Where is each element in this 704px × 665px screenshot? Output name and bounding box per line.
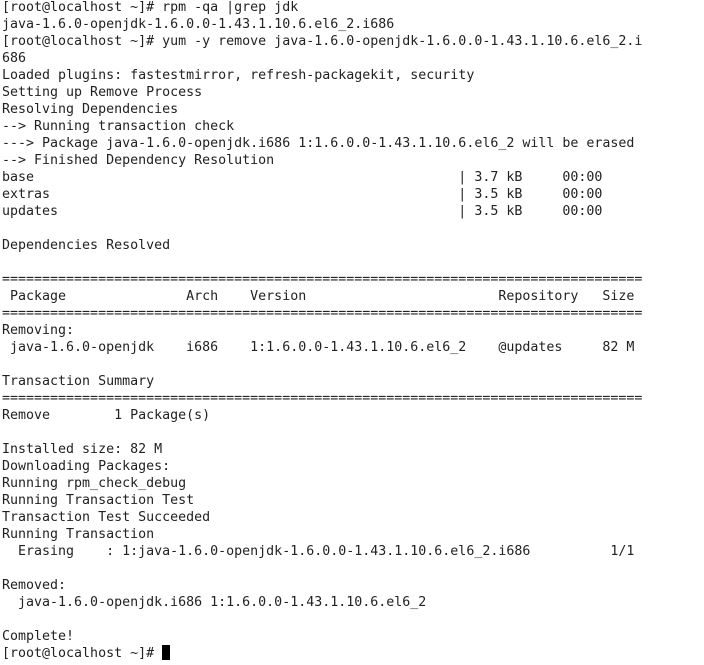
terminal-line [2,611,642,628]
terminal-line: Loaded plugins: fastestmirror, refresh-packagekit, security [2,68,475,83]
terminal-line: Setting up Remove Process [2,85,203,100]
terminal-line: java-1.6.0-openjdk-1.6.0.0-1.43.1.10.6.el6_2.i686 [2,17,395,32]
terminal-line: Removed: [2,578,67,593]
terminal-line: Running rpm_check_debug [2,476,187,491]
terminal-line [2,424,642,441]
terminal-line: [root@localhost ~]# yum -y remove java-1.6.0-openjdk-1.6.0.0-1.43.1.10.6.el6_2.i [2,34,643,49]
terminal-line: Running Transaction Test [2,493,195,508]
terminal-line: Resolving Dependencies [2,102,179,117]
terminal-output [2,0,642,662]
terminal-line: Transaction Test Succeeded [2,510,211,525]
terminal-line [2,356,642,373]
terminal-line [2,560,642,577]
terminal-line: Remove 1 Package(s) [2,408,211,423]
terminal-line: Erasing : 1:java-1.6.0-openjdk-1.6.0.0-1.43.1.10.6.el6_2.i686 1/1 [2,544,635,559]
terminal-line: Removing: [2,323,75,338]
terminal-line: Running Transaction [2,527,155,542]
terminal-line: Installed size: 82 M [2,442,163,457]
terminal-line: --> Finished Dependency Resolution [2,153,275,168]
terminal-line: Complete! [2,629,75,644]
terminal-line: java-1.6.0-openjdk.i686 1:1.6.0.0-1.43.1.10.6.el6_2 [2,595,427,610]
terminal-line: extras | 3.5 kB 00:00 [2,187,603,202]
terminal-line: ================================================================================ [2,306,643,321]
terminal-line: Dependencies Resolved [2,238,171,253]
terminal-line: Transaction Summary [2,374,155,389]
text-cursor[interactable] [162,645,170,660]
terminal-line: ================================================================================ [2,391,643,406]
terminal-line: [root@localhost ~]# rpm -qa |grep jdk [2,0,299,15]
terminal-line: --> Running transaction check [2,119,235,134]
terminal-line [2,254,642,271]
terminal-line: 686 [2,51,27,66]
terminal-line: base | 3.7 kB 00:00 [2,170,603,185]
terminal-line [2,220,642,237]
terminal-line: updates | 3.5 kB 00:00 [2,204,603,219]
terminal-line: ================================================================================ [2,272,643,287]
terminal-line: java-1.6.0-openjdk i686 1:1.6.0.0-1.43.1.10.6.el6_2 @updates 82 M [2,340,635,355]
terminal-line: Downloading Packages: [2,459,171,474]
shell-prompt: [root@localhost ~]# [2,646,163,661]
terminal-line: ---> Package java-1.6.0-openjdk.i686 1:1.6.0.0-1.43.1.10.6.el6_2 will be erased [2,136,635,151]
terminal-line: Package Arch Version Repository Size [2,289,635,304]
prompt-line[interactable] [2,645,642,662]
